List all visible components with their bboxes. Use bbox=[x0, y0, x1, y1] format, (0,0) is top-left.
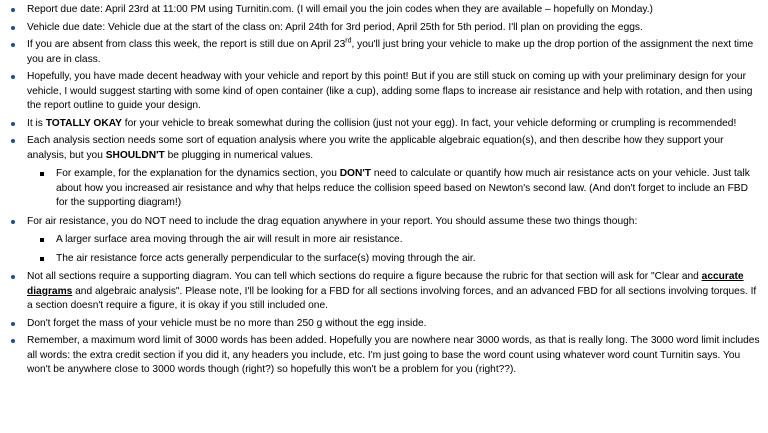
sub-bullet-dynamics-example: For example, for the explanation for the dynamics section, you DON'T need to calculate or quantify how much air resistance acts on your vehicle. Just talk about how you increased air resistance and why that helps reduce the collision speed based on Newton's second law. (And don't forget to include an FBD for the supporting diagram!) bbox=[35, 167, 762, 211]
bullet-break-okay: It is TOTALLY OKAY for your vehicle to break somewhat during the collision (just not your egg). In fact, your vehicle deforming or crumpling is recommended! bbox=[8, 117, 762, 132]
sub-bullet-list bbox=[35, 167, 762, 211]
bullet-report-due-date: Report due date: April 23rd at 11:00 PM using Turnitin.com. (I will email you the join codes when they are available – hopefully on Monday.) bbox=[8, 3, 762, 18]
bullet-absent-from-class: If you are absent from class this week, the report is still due on April 23rd, you'll just bring your vehicle to make up the drop portion of the assignment the next time you are in class. bbox=[8, 38, 762, 67]
ordinal-superscript: rd bbox=[345, 37, 352, 45]
bullet-vehicle-due-date: Vehicle due date: Vehicle due at the start of the class on: April 24th for 3rd period, April 25th for 5th period. I'll plan on providing the eggs. bbox=[8, 21, 762, 36]
sub-bullet-perpendicular: The air resistance force acts generally perpendicular to the surface(s) moving through the air. bbox=[35, 252, 762, 267]
bullet-supporting-diagrams: Not all sections require a supporting diagram. You can tell which sections do require a figure because the rubric for that section will ask for "Clear and accurate diagrams and algebraic analysis". Please note, I'll be looking for a FBD for all sections involving forces, and an advanced FBD for all sections involving torques. If a section doesn't require a figure, it is okay if you still included one. bbox=[8, 270, 762, 314]
bullet-word-limit: Remember, a maximum word limit of 3000 words has been added. Hopefully you are nowhere near 3000 words, as that is really long. The 3000 word limit includes all words: the extra credit section if you did it, any headers you include, etc. I'm just going to base the word count using whatever word count Turnitin says. You won't be anywhere close to 3000 words though (right?) so hopefully this won't be a problem for you (right??). bbox=[8, 334, 762, 378]
bold-underline-accurate-diagrams: accurate diagrams bbox=[27, 271, 744, 297]
bold-dont: DON'T bbox=[339, 168, 371, 179]
sub-bullet-list bbox=[35, 233, 762, 266]
bold-totally-okay: TOTALLY OKAY bbox=[45, 117, 122, 129]
bold-shouldnt: SHOULDN'T bbox=[105, 149, 165, 161]
bullet-list bbox=[8, 3, 762, 378]
bullet-mass-limit: Don't forget the mass of your vehicle must be no more than 250 g without the egg inside. bbox=[8, 317, 762, 332]
sub-bullet-surface-area: A larger surface area moving through the air will result in more air resistance. bbox=[35, 233, 762, 248]
bullet-drag-equation: For air resistance, you do NOT need to include the drag equation anywhere in your report. You should assume these two things though: A larger surface area moving through the air will result in more air resistance. The air resistance force acts generally perpendicular to the surface(s) moving through the air. bbox=[8, 215, 762, 267]
bullet-headway: Hopefully, you have made decent headway with your vehicle and report by this point! But if you are still stuck on coming up with your preliminary design for your vehicle, I would suggest starting with some kind of open container (like a cup), adding some flaps to increase air resistance and help with rotation, and then using the report outline to guide your design. bbox=[8, 70, 762, 114]
bullet-equation-analysis: Each analysis section needs some sort of equation analysis where you write the applicable algebraic equation(s), and then describe how they support your analysis, but you SHOULDN'T be plugging in numerical values. For example, for the explanation for the dynamics section, you DON'T need to calculate or quantify how much air resistance acts on your vehicle. Just talk about how you increased air resistance and why that helps reduce the collision speed based on Newton's second law. (And don't forget to include an FBD for the supporting diagram!) bbox=[8, 134, 762, 211]
